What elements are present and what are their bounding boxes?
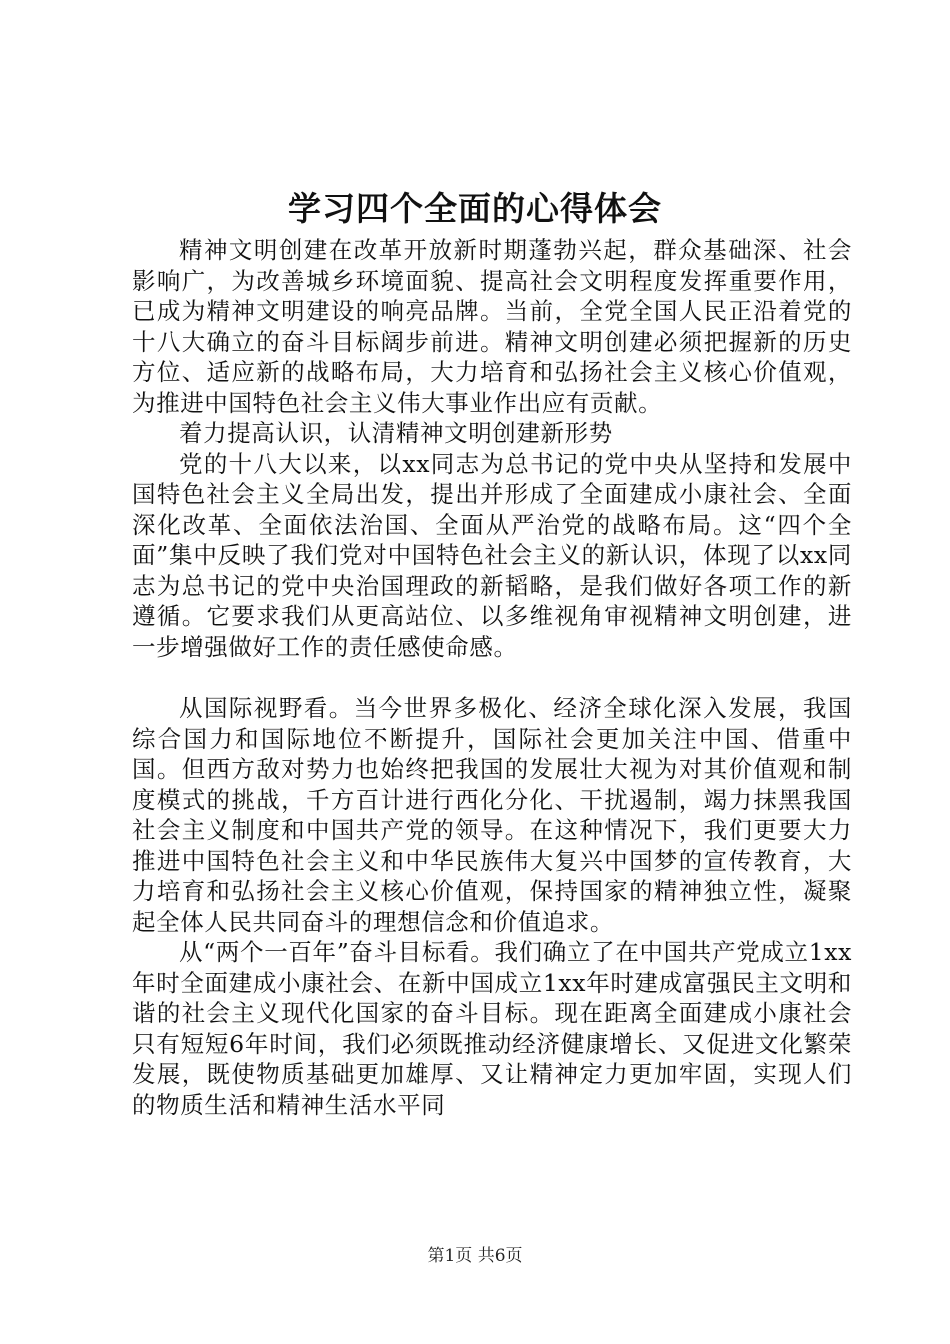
document-body — [132, 235, 852, 1120]
paragraph-international-view: 从国际视野看。当今世界多极化、经济全球化深入发展，我国综合国力和国际地位不断提升，国际社会更加关注中国、借重中国。但西方敌对势力也始终把我国的发展壮大视为对其价值观和制度模式的挑战，千方百计进行西化分化、干扰遏制，竭力抹黑我国社会主义制度和中国共产党的领导。在这种情况下，我们更要大力推进中国特色社会主义和中华民族伟大复兴中国梦的宣传教育，大力培育和弘扬社会主义核心价值观，保持国家的精神独立性，凝聚起全体人民共同奋斗的理想信念和价值追求。 — [132, 694, 852, 936]
paragraph-intro: 精神文明创建在改革开放新时期蓬勃兴起，群众基础深、社会影响广，为改善城乡环境面貌、提高社会文明程度发挥重要作用，已成为精神文明建设的响亮品牌。当前，全党全国人民正沿着党的十八大确立的奋斗目标阔步前进。精神文明创建必须把握新的历史方位、适应新的战略布局，大力培育和弘扬社会主义核心价值观，为推进中国特色社会主义伟大事业作出应有贡献。 — [132, 236, 852, 417]
paragraph-four-comprehensives: 党的十八大以来，以xx同志为总书记的党中央从坚持和发展中国特色社会主义全局出发，提出并形成了全面建成小康社会、全面深化改革、全面依法治国、全面从严治党的战略布局。这“四个全面”集中反映了我们党对中国特色社会主义的新认识，体现了以xx同志为总书记的党中央治国理政的新韬略，是我们做好各项工作的新遵循。它要求我们从更高站位、以多维视角审视精神文明创建，进一步增强做好工作的责任感使命感。 — [132, 449, 852, 661]
document-title: 学习四个全面的心得体会 — [288, 189, 662, 228]
paragraph-section-heading: 着力提高认识，认清精神文明创建新形势 — [179, 419, 613, 447]
page-number-footer: 第1页 共6页 — [427, 1246, 523, 1266]
paragraph-two-centenary-goals: 从“两个一百年”奋斗目标看。我们确立了在中国共产党成立1xx年时全面建成小康社会、在新中国成立1xx年时建成富强民主文明和谐的社会主义现代化国家的奋斗目标。现在距离全面建成小康社会只有短短6年时间，我们必须既推动经济健康增长、又促进文化繁荣发展，既使物质基础更加雄厚、又让精神定力更加牢固，实现人们的物质生活和精神生活水平同 — [132, 938, 852, 1119]
